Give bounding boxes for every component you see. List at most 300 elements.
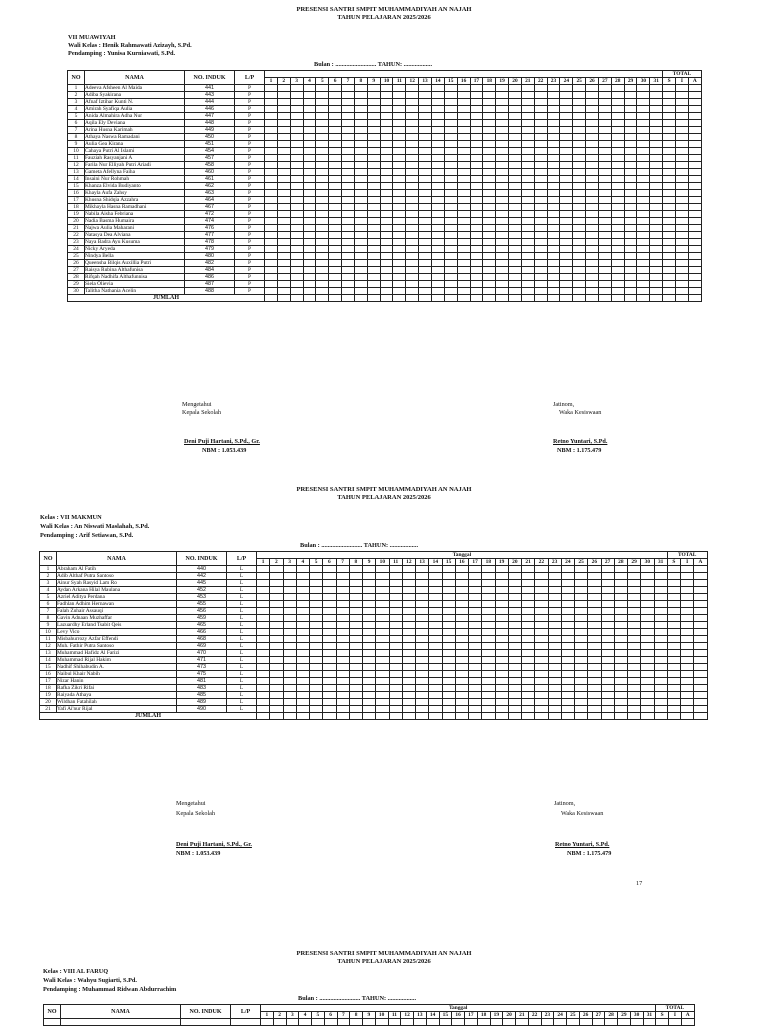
attendance-cell[interactable] [270,657,283,664]
attendance-cell[interactable] [455,615,468,622]
attendance-cell[interactable] [354,225,367,232]
attendance-cell[interactable] [363,650,376,657]
attendance-cell[interactable] [277,267,290,274]
attendance-cell[interactable] [290,99,303,106]
attendance-cell[interactable] [663,204,676,211]
attendance-cell[interactable] [389,601,402,608]
attendance-cell[interactable] [676,148,689,155]
attendance-cell[interactable] [323,643,336,650]
attendance-cell[interactable] [598,106,611,113]
attendance-cell[interactable] [495,706,508,713]
attendance-cell[interactable] [316,204,329,211]
attendance-cell[interactable] [586,197,599,204]
attendance-cell[interactable] [444,113,457,120]
attendance-cell[interactable] [522,664,535,671]
attendance-cell[interactable] [521,106,534,113]
attendance-cell[interactable] [310,636,323,643]
attendance-cell[interactable] [257,573,270,580]
attendance-cell[interactable] [637,106,650,113]
attendance-cell[interactable] [496,246,509,253]
attendance-cell[interactable] [667,601,680,608]
attendance-cell[interactable] [495,622,508,629]
attendance-cell[interactable] [257,580,270,587]
attendance-cell[interactable] [457,99,470,106]
attendance-cell[interactable] [573,239,586,246]
attendance-cell[interactable] [496,232,509,239]
attendance-cell[interactable] [547,288,560,295]
attendance-cell[interactable] [457,127,470,134]
attendance-cell[interactable] [694,629,707,636]
attendance-cell[interactable] [270,678,283,685]
attendance-cell[interactable] [598,127,611,134]
attendance-cell[interactable] [367,92,380,99]
attendance-cell[interactable] [393,239,406,246]
attendance-cell[interactable] [329,232,342,239]
attendance-cell[interactable] [508,608,521,615]
attendance-cell[interactable] [310,685,323,692]
attendance-cell[interactable] [522,643,535,650]
attendance-cell[interactable] [431,239,444,246]
attendance-cell[interactable] [469,692,482,699]
attendance-cell[interactable] [573,99,586,106]
attendance-cell[interactable] [586,232,599,239]
attendance-cell[interactable] [367,211,380,218]
attendance-cell[interactable] [654,594,667,601]
attendance-cell[interactable] [535,678,548,685]
attendance-cell[interactable] [650,246,663,253]
attendance-cell[interactable] [624,211,637,218]
attendance-cell[interactable] [444,99,457,106]
attendance-cell[interactable] [429,594,442,601]
attendance-cell[interactable] [667,573,680,580]
attendance-cell[interactable] [495,587,508,594]
attendance-cell[interactable] [442,594,455,601]
attendance-cell[interactable] [354,211,367,218]
attendance-cell[interactable] [522,692,535,699]
attendance-cell[interactable] [560,218,573,225]
attendance-cell[interactable] [624,92,637,99]
attendance-cell[interactable] [265,274,278,281]
attendance-cell[interactable] [270,566,283,573]
attendance-cell[interactable] [624,239,637,246]
attendance-cell[interactable] [393,85,406,92]
attendance-cell[interactable] [509,99,522,106]
attendance-cell[interactable] [402,699,415,706]
attendance-cell[interactable] [482,685,495,692]
attendance-cell[interactable] [688,85,701,92]
attendance-cell[interactable] [628,657,641,664]
attendance-cell[interactable] [611,253,624,260]
attendance-cell[interactable] [429,706,442,713]
attendance-cell[interactable] [469,636,482,643]
attendance-cell[interactable] [470,197,483,204]
attendance-cell[interactable] [663,85,676,92]
attendance-cell[interactable] [496,120,509,127]
attendance-cell[interactable] [363,629,376,636]
attendance-cell[interactable] [573,155,586,162]
attendance-cell[interactable] [483,204,496,211]
attendance-cell[interactable] [265,218,278,225]
attendance-cell[interactable] [444,127,457,134]
attendance-cell[interactable] [349,657,362,664]
attendance-cell[interactable] [496,134,509,141]
attendance-cell[interactable] [694,699,707,706]
attendance-cell[interactable] [457,106,470,113]
attendance-cell[interactable] [614,601,627,608]
attendance-cell[interactable] [521,190,534,197]
attendance-cell[interactable] [303,127,316,134]
attendance-cell[interactable] [650,218,663,225]
attendance-cell[interactable] [469,671,482,678]
attendance-cell[interactable] [547,169,560,176]
attendance-cell[interactable] [393,253,406,260]
attendance-cell[interactable] [534,127,547,134]
attendance-cell[interactable] [676,113,689,120]
attendance-cell[interactable] [586,274,599,281]
attendance-cell[interactable] [406,113,419,120]
attendance-cell[interactable] [406,267,419,274]
attendance-cell[interactable] [406,197,419,204]
attendance-cell[interactable] [310,622,323,629]
attendance-cell[interactable] [667,629,680,636]
attendance-cell[interactable] [402,692,415,699]
attendance-cell[interactable] [560,169,573,176]
attendance-cell[interactable] [650,155,663,162]
attendance-cell[interactable] [265,120,278,127]
attendance-cell[interactable] [614,664,627,671]
attendance-cell[interactable] [389,643,402,650]
attendance-cell[interactable] [681,692,694,699]
attendance-cell[interactable] [483,239,496,246]
attendance-cell[interactable] [283,566,296,573]
attendance-cell[interactable] [342,197,355,204]
attendance-cell[interactable] [265,113,278,120]
attendance-cell[interactable] [624,176,637,183]
attendance-cell[interactable] [614,657,627,664]
attendance-cell[interactable] [611,148,624,155]
attendance-cell[interactable] [316,211,329,218]
attendance-cell[interactable] [495,678,508,685]
attendance-cell[interactable] [323,692,336,699]
attendance-cell[interactable] [336,601,349,608]
attendance-cell[interactable] [363,685,376,692]
attendance-cell[interactable] [323,594,336,601]
attendance-cell[interactable] [496,155,509,162]
attendance-cell[interactable] [380,218,393,225]
attendance-cell[interactable] [535,580,548,587]
attendance-cell[interactable] [257,587,270,594]
attendance-cell[interactable] [457,274,470,281]
attendance-cell[interactable] [402,643,415,650]
attendance-cell[interactable] [598,218,611,225]
attendance-cell[interactable] [376,601,389,608]
attendance-cell[interactable] [457,288,470,295]
attendance-cell[interactable] [336,699,349,706]
attendance-cell[interactable] [676,141,689,148]
attendance-cell[interactable] [265,246,278,253]
attendance-cell[interactable] [598,141,611,148]
attendance-cell[interactable] [650,260,663,267]
attendance-cell[interactable] [650,288,663,295]
attendance-cell[interactable] [429,566,442,573]
attendance-cell[interactable] [561,580,574,587]
attendance-cell[interactable] [323,636,336,643]
attendance-cell[interactable] [316,176,329,183]
attendance-cell[interactable] [303,267,316,274]
attendance-cell[interactable] [663,267,676,274]
attendance-cell[interactable] [681,580,694,587]
attendance-cell[interactable] [663,162,676,169]
attendance-cell[interactable] [676,232,689,239]
attendance-cell[interactable] [455,664,468,671]
attendance-cell[interactable] [495,685,508,692]
attendance-cell[interactable] [354,155,367,162]
attendance-cell[interactable] [628,580,641,587]
attendance-cell[interactable] [290,141,303,148]
attendance-cell[interactable] [380,274,393,281]
attendance-cell[interactable] [257,601,270,608]
attendance-cell[interactable] [663,260,676,267]
attendance-cell[interactable] [534,239,547,246]
attendance-cell[interactable] [367,141,380,148]
attendance-cell[interactable] [393,113,406,120]
attendance-cell[interactable] [389,692,402,699]
attendance-cell[interactable] [611,190,624,197]
attendance-cell[interactable] [482,699,495,706]
attendance-cell[interactable] [290,169,303,176]
attendance-cell[interactable] [455,608,468,615]
attendance-cell[interactable] [283,671,296,678]
attendance-cell[interactable] [508,678,521,685]
attendance-cell[interactable] [342,148,355,155]
attendance-cell[interactable] [688,204,701,211]
attendance-cell[interactable] [560,281,573,288]
attendance-cell[interactable] [429,671,442,678]
attendance-cell[interactable] [310,594,323,601]
attendance-cell[interactable] [316,253,329,260]
attendance-cell[interactable] [681,650,694,657]
attendance-cell[interactable] [329,260,342,267]
attendance-cell[interactable] [367,162,380,169]
attendance-cell[interactable] [316,106,329,113]
attendance-cell[interactable] [535,629,548,636]
attendance-cell[interactable] [402,678,415,685]
attendance-cell[interactable] [444,190,457,197]
attendance-cell[interactable] [495,615,508,622]
attendance-cell[interactable] [470,141,483,148]
attendance-cell[interactable] [509,134,522,141]
attendance-cell[interactable] [380,169,393,176]
attendance-cell[interactable] [509,211,522,218]
attendance-cell[interactable] [508,643,521,650]
attendance-cell[interactable] [641,664,654,671]
attendance-cell[interactable] [535,615,548,622]
attendance-cell[interactable] [277,232,290,239]
attendance-cell[interactable] [469,622,482,629]
attendance-cell[interactable] [419,281,432,288]
attendance-cell[interactable] [431,197,444,204]
attendance-cell[interactable] [416,699,429,706]
attendance-cell[interactable] [323,601,336,608]
attendance-cell[interactable] [483,183,496,190]
attendance-cell[interactable] [283,678,296,685]
attendance-cell[interactable] [694,678,707,685]
attendance-cell[interactable] [342,267,355,274]
attendance-cell[interactable] [277,162,290,169]
attendance-cell[interactable] [303,120,316,127]
attendance-cell[interactable] [681,622,694,629]
attendance-cell[interactable] [367,232,380,239]
attendance-cell[interactable] [598,148,611,155]
attendance-cell[interactable] [290,225,303,232]
attendance-cell[interactable] [667,636,680,643]
attendance-cell[interactable] [586,288,599,295]
attendance-cell[interactable] [442,685,455,692]
attendance-cell[interactable] [496,85,509,92]
attendance-cell[interactable] [611,141,624,148]
attendance-cell[interactable] [611,197,624,204]
attendance-cell[interactable] [586,260,599,267]
attendance-cell[interactable] [290,176,303,183]
attendance-cell[interactable] [676,155,689,162]
attendance-cell[interactable] [586,127,599,134]
attendance-cell[interactable] [290,92,303,99]
attendance-cell[interactable] [688,260,701,267]
attendance-cell[interactable] [431,246,444,253]
attendance-cell[interactable] [277,127,290,134]
attendance-cell[interactable] [469,657,482,664]
attendance-cell[interactable] [283,629,296,636]
attendance-cell[interactable] [611,246,624,253]
attendance-cell[interactable] [483,99,496,106]
attendance-cell[interactable] [336,566,349,573]
attendance-cell[interactable] [561,692,574,699]
attendance-cell[interactable] [444,197,457,204]
attendance-cell[interactable] [663,134,676,141]
attendance-cell[interactable] [496,218,509,225]
attendance-cell[interactable] [389,678,402,685]
attendance-cell[interactable] [483,197,496,204]
attendance-cell[interactable] [277,148,290,155]
attendance-cell[interactable] [534,204,547,211]
attendance-cell[interactable] [376,643,389,650]
attendance-cell[interactable] [310,587,323,594]
attendance-cell[interactable] [573,141,586,148]
attendance-cell[interactable] [380,190,393,197]
attendance-cell[interactable] [586,176,599,183]
attendance-cell[interactable] [470,127,483,134]
attendance-cell[interactable] [354,260,367,267]
attendance-cell[interactable] [316,225,329,232]
attendance-cell[interactable] [483,274,496,281]
attendance-cell[interactable] [419,134,432,141]
attendance-cell[interactable] [470,288,483,295]
attendance-cell[interactable] [509,225,522,232]
attendance-cell[interactable] [694,650,707,657]
attendance-cell[interactable] [586,225,599,232]
attendance-cell[interactable] [329,141,342,148]
attendance-cell[interactable] [560,288,573,295]
attendance-cell[interactable] [573,197,586,204]
attendance-cell[interactable] [419,148,432,155]
attendance-cell[interactable] [637,155,650,162]
attendance-cell[interactable] [470,134,483,141]
attendance-cell[interactable] [354,176,367,183]
attendance-cell[interactable] [561,678,574,685]
attendance-cell[interactable] [663,239,676,246]
attendance-cell[interactable] [676,176,689,183]
attendance-cell[interactable] [389,587,402,594]
attendance-cell[interactable] [614,608,627,615]
attendance-cell[interactable] [496,239,509,246]
attendance-cell[interactable] [442,692,455,699]
attendance-cell[interactable] [575,678,588,685]
attendance-cell[interactable] [457,85,470,92]
attendance-cell[interactable] [393,92,406,99]
attendance-cell[interactable] [586,190,599,197]
attendance-cell[interactable] [393,169,406,176]
attendance-cell[interactable] [496,162,509,169]
attendance-cell[interactable] [598,267,611,274]
attendance-cell[interactable] [688,176,701,183]
attendance-cell[interactable] [296,622,309,629]
attendance-cell[interactable] [586,253,599,260]
attendance-cell[interactable] [611,225,624,232]
attendance-cell[interactable] [663,127,676,134]
attendance-cell[interactable] [496,148,509,155]
attendance-cell[interactable] [354,246,367,253]
attendance-cell[interactable] [694,664,707,671]
attendance-cell[interactable] [509,155,522,162]
attendance-cell[interactable] [270,615,283,622]
attendance-cell[interactable] [586,267,599,274]
attendance-cell[interactable] [290,183,303,190]
attendance-cell[interactable] [676,106,689,113]
attendance-cell[interactable] [676,190,689,197]
attendance-cell[interactable] [573,176,586,183]
attendance-cell[interactable] [296,580,309,587]
attendance-cell[interactable] [535,685,548,692]
attendance-cell[interactable] [614,573,627,580]
attendance-cell[interactable] [342,239,355,246]
attendance-cell[interactable] [367,197,380,204]
attendance-cell[interactable] [575,699,588,706]
attendance-cell[interactable] [393,99,406,106]
attendance-cell[interactable] [522,650,535,657]
attendance-cell[interactable] [663,211,676,218]
attendance-cell[interactable] [561,629,574,636]
attendance-cell[interactable] [548,580,561,587]
attendance-cell[interactable] [483,148,496,155]
attendance-cell[interactable] [349,566,362,573]
attendance-cell[interactable] [277,204,290,211]
attendance-cell[interactable] [444,162,457,169]
attendance-cell[interactable] [270,664,283,671]
attendance-cell[interactable] [681,594,694,601]
attendance-cell[interactable] [336,671,349,678]
attendance-cell[interactable] [624,85,637,92]
attendance-cell[interactable] [444,169,457,176]
attendance-cell[interactable] [349,671,362,678]
attendance-cell[interactable] [588,657,601,664]
attendance-cell[interactable] [521,155,534,162]
attendance-cell[interactable] [402,671,415,678]
attendance-cell[interactable] [495,699,508,706]
attendance-cell[interactable] [547,99,560,106]
attendance-cell[interactable] [277,218,290,225]
attendance-cell[interactable] [483,92,496,99]
attendance-cell[interactable] [277,113,290,120]
